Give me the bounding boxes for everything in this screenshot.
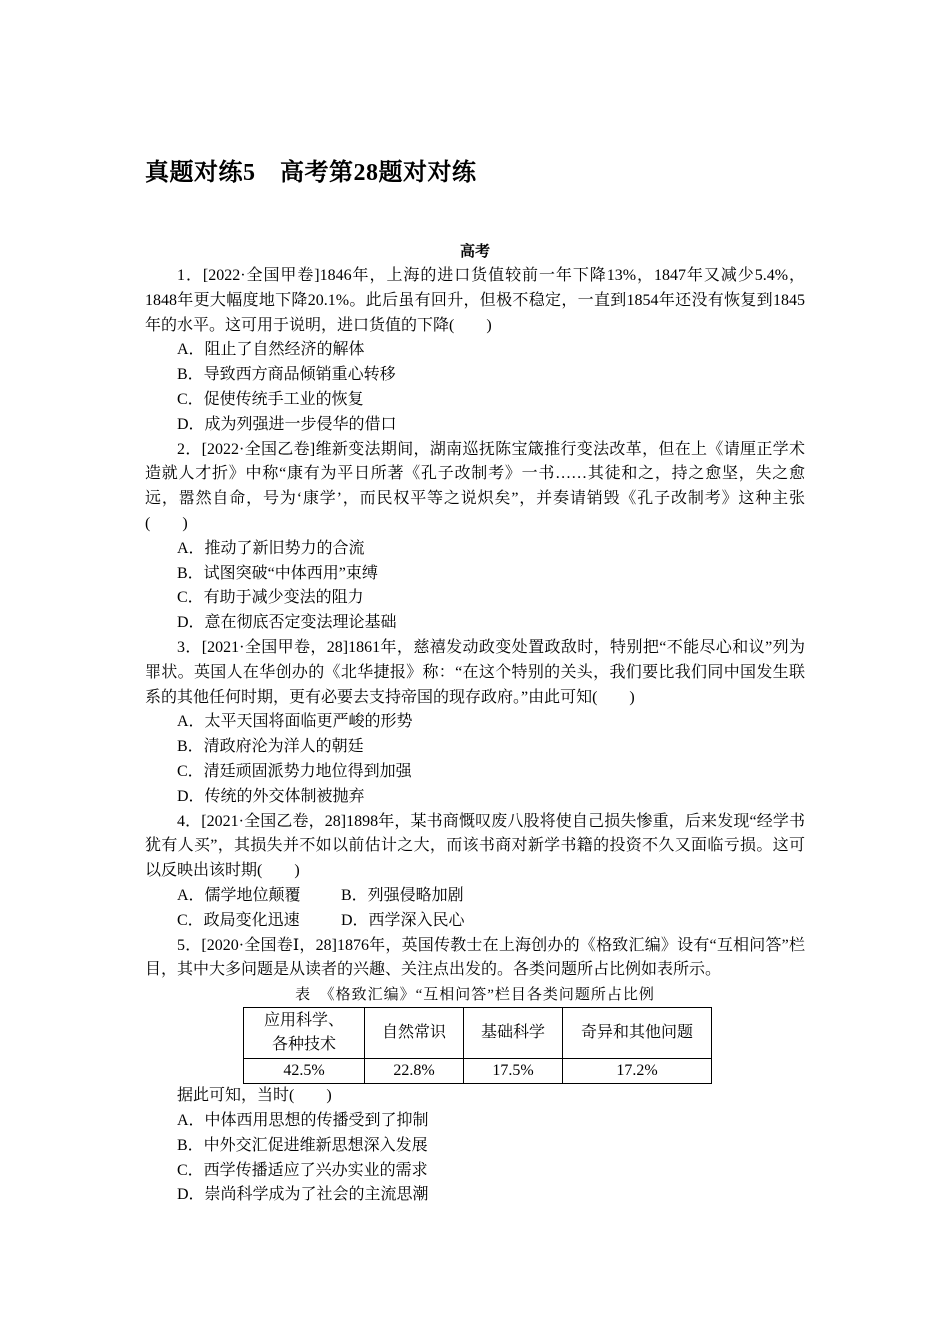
question-3-option-b: B．清政府沦为洋人的朝廷 (177, 738, 364, 756)
question-2-option-b: B．试图突破“中体西用”束缚 (177, 564, 378, 582)
table-cell: 17.2% (563, 1059, 712, 1084)
table-header-line: 各种技术 (271, 1036, 336, 1054)
section-heading: 高考 (459, 244, 490, 260)
questions-body (145, 264, 805, 1208)
question-5-option-a: A．中体西用思想的传播受到了抑制 (177, 1111, 429, 1129)
question-2-option-a: A．推动了新旧势力的合流 (177, 539, 365, 557)
data-table (243, 1007, 712, 1084)
question-2-option-d: D．意在彻底否定变法理论基础 (177, 614, 397, 632)
question-3-option-c: C．清廷顽固派势力地位得到加强 (177, 762, 412, 780)
question-1-option-b: B．导致西方商品倾销重心转移 (177, 366, 396, 384)
question-4-option-d: D．西学深入民心 (341, 911, 465, 929)
question-5-prompt: 据此可知，当时( ) (177, 1087, 332, 1105)
question-4-option-c: C．政局变化迅速 (177, 911, 300, 929)
question-4-options-row-1 (145, 884, 805, 909)
table-row (244, 1059, 712, 1084)
question-2-stem: 2．[2022·全国乙卷]维新变法期间，湖南巡抚陈宝箴推行变法改革，但在上《请厘正学术造就人才折》中称“康有为平日所著《孔子改制考》一书……其徒和之，持之愈坚，失之愈远，嚣然自命，号为‘康学’，而民权平等之说炽矣”，并奏请销毁《孔子改制考》这种主张( ) (145, 440, 805, 532)
table-header-cell (244, 1008, 365, 1059)
table-header-cell: 自然常识 (365, 1008, 464, 1059)
question-5-option-b: B．中外交汇促进维新思想深入发展 (177, 1136, 428, 1154)
question-3-option-d: D．传统的外交体制被抛弃 (177, 787, 365, 805)
table-header-cell: 奇异和其他问题 (563, 1008, 712, 1059)
question-3-option-a: A．太平天国将面临更严峻的形势 (177, 713, 413, 731)
table-cell: 42.5% (244, 1059, 365, 1084)
question-4-option-a: A．儒学地位颠覆 (177, 886, 301, 904)
question-4-option-b: B．列强侵略加剧 (341, 886, 464, 904)
table-header-row (244, 1008, 712, 1059)
table-header-cell: 基础科学 (464, 1008, 563, 1059)
page-title: 真题对练5 高考第28题对对练 (145, 160, 477, 186)
question-5-option-d: D．崇尚科学成为了社会的主流思潮 (177, 1186, 429, 1204)
question-1-stem: 1．[2022·全国甲卷]1846年，上海的进口货值较前一年下降13%，1847年又减少5.4%，1848年更大幅度地下降20.1%。此后虽有回升，但极不稳定，一直到1854年还没有恢复到1845年的水平。这可用于说明，进口货值的下降( ) (145, 267, 805, 334)
question-5-stem: 5．[2020·全国卷Ⅰ，28]1876年，英国传教士在上海创办的《格致汇编》设有“互相问答”栏目，其中大多问题是从读者的兴趣、关注点出发的。各类问题所占比例如表所示。 (145, 936, 805, 979)
question-1-option-a: A．阻止了自然经济的解体 (177, 341, 365, 359)
question-4-options-row-2 (145, 909, 805, 934)
table-caption: 表 《格致汇编》“互相问答”栏目各类问题所占比例 (295, 987, 655, 1004)
question-1-option-d: D．成为列强进一步侵华的借口 (177, 415, 397, 433)
table-cell: 22.8% (365, 1059, 464, 1084)
question-2-option-c: C．有助于减少变法的阻力 (177, 589, 364, 607)
table-cell: 17.5% (464, 1059, 563, 1084)
question-4-stem: 4．[2021·全国乙卷，28]1898年，某书商慨叹废八股将使自己损失惨重，后来发现“经学书犹有人买”，其损失并不如以前估计之大，而该书商对新学书籍的投资不久又面临亏损。这可以反映出该时期( ) (145, 812, 805, 880)
table-header-line: 应用科学、 (263, 1012, 344, 1030)
question-1-option-c: C．促使传统手工业的恢复 (177, 390, 364, 408)
question-3-stem: 3．[2021·全国甲卷，28]1861年，慈禧发动政变处置政敌时，特别把“不能尽心和议”列为罪状。英国人在华创办的《北华捷报》称：“在这个特别的关头，我们要比我们同中国发生联系的其他任何时期，更有必要去支持帝国的现存政府。”由此可知( ) (145, 638, 805, 706)
question-5-option-c: C．西学传播适应了兴办实业的需求 (177, 1161, 428, 1179)
